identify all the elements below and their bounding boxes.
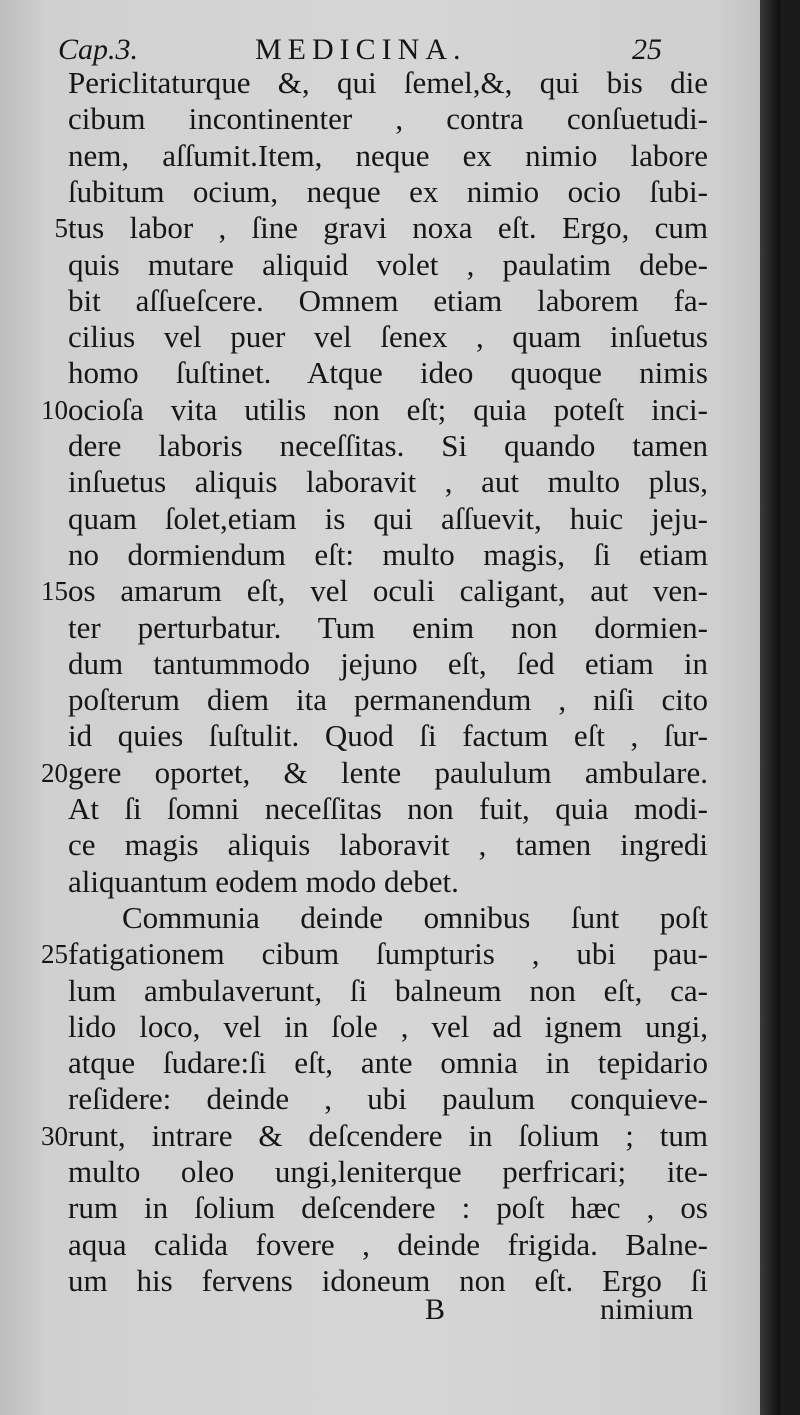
signature-mark: B xyxy=(425,1293,446,1326)
text-line xyxy=(0,393,780,427)
line-number: 25 xyxy=(41,939,68,970)
text-line xyxy=(0,1046,780,1080)
text-line xyxy=(0,865,780,899)
text-line xyxy=(0,1010,780,1044)
page-footer xyxy=(0,1292,780,1328)
text-line xyxy=(0,647,780,681)
text-line xyxy=(0,102,780,136)
line-text: quam ſolet,etiam is qui aſſuevit, huic jeju- xyxy=(68,500,708,536)
line-text: cibum incontinenter , contra conſuetudi- xyxy=(68,101,708,137)
line-text: Communia deinde omnibus ſunt poſt xyxy=(122,899,708,935)
line-number: 30 xyxy=(41,1120,68,1151)
text-line xyxy=(0,756,780,790)
text-line xyxy=(0,320,780,354)
line-text: cilius vel puer vel ſenex , quam inſuetus xyxy=(68,319,708,355)
text-line xyxy=(0,937,780,971)
text-line xyxy=(0,719,780,753)
text-line xyxy=(0,792,780,826)
line-text: Periclitaturque &, qui ſemel,&, qui bis die xyxy=(68,65,708,100)
text-line xyxy=(0,901,780,935)
text-line xyxy=(0,465,780,499)
catchword: nimium xyxy=(600,1293,694,1326)
line-text: gere oportet, & lente paululum ambulare. xyxy=(68,754,708,790)
text-line xyxy=(0,1155,780,1189)
line-number: 15 xyxy=(41,576,68,607)
line-text: id quies ſuſtulit. Quod ſi factum eſt , ſur- xyxy=(68,718,708,754)
line-text: nem, aſſumit.Item, neque ex nimio labore xyxy=(68,137,708,173)
text-line xyxy=(0,1082,780,1116)
line-text: reſidere: deinde , ubi paulum conquieve- xyxy=(68,1081,708,1117)
line-text: no dormiendum eſt: multo magis, ſi etiam xyxy=(68,536,708,572)
line-text: quis mutare aliquid volet , paulatim debe- xyxy=(68,246,708,282)
text-line xyxy=(0,1119,780,1153)
line-text: dere laboris neceſſitas. Si quando tamen xyxy=(68,428,708,463)
text-line xyxy=(0,683,780,717)
line-text: atque ſudare:ſi eſt, ante omnia in tepidario xyxy=(68,1045,708,1081)
line-text: rum in ſolium deſcendere : poſt hæc , os xyxy=(68,1190,708,1226)
text-line xyxy=(0,211,780,245)
line-text: At ſi ſomni neceſſitas non fuit, quia modi- xyxy=(68,791,708,826)
line-text: bit aſſueſcere. Omnem etiam laborem fa- xyxy=(68,282,708,318)
text-line xyxy=(0,828,780,862)
line-text: ſubitum ocium, neque ex nimio ocio ſubi- xyxy=(68,173,708,209)
line-text: runt, intrare & deſcendere in ſolium ; tum xyxy=(68,1117,708,1153)
text-line xyxy=(0,139,780,173)
text-line xyxy=(0,429,780,463)
line-text: fatigationem cibum ſumpturis , ubi pau- xyxy=(68,936,708,972)
line-text: aqua calida fovere , deinde frigida. Balne- xyxy=(68,1226,708,1262)
line-text: os amarum eſt, vel oculi caligant, aut ven- xyxy=(68,573,708,609)
text-line xyxy=(0,574,780,608)
text-line xyxy=(0,1228,780,1262)
line-text: tus labor , ſine gravi noxa eſt. Ergo, cum xyxy=(68,210,708,246)
line-text: inſuetus aliquis laboravit , aut multo plus, xyxy=(68,464,708,500)
text-line xyxy=(0,974,780,1008)
line-number: 20 xyxy=(41,757,68,788)
text-line xyxy=(0,356,780,390)
text-line xyxy=(0,538,780,572)
line-text: lum ambulaverunt, ſi balneum non eſt, ca- xyxy=(68,972,708,1008)
line-text: aliquantum eodem modo debet. xyxy=(68,863,459,899)
text-line xyxy=(0,1191,780,1225)
line-text: homo ſuſtinet. Atque ideo quoque nimis xyxy=(68,355,708,391)
chapter-label: Cap.3. xyxy=(58,33,139,66)
page-number: 25 xyxy=(632,33,662,66)
text-line xyxy=(0,175,780,209)
text-line xyxy=(0,66,780,100)
line-number: 10 xyxy=(41,394,68,425)
line-text: poſterum diem ita permanendum , niſi cito xyxy=(68,682,708,718)
line-text: um his fervens idoneum non eſt. Ergo ſi xyxy=(68,1262,708,1298)
text-line xyxy=(0,248,780,282)
line-text: ce magis aliquis laboravit , tamen ingredi xyxy=(68,827,708,863)
text-line xyxy=(0,502,780,536)
line-text: ter perturbatur. Tum enim non dormien- xyxy=(68,609,708,645)
line-text: dum tantummodo jejuno eſt, ſed etiam in xyxy=(68,645,708,681)
running-title: MEDICINA. xyxy=(255,33,467,66)
text-line xyxy=(0,611,780,645)
line-text: multo oleo ungi,leniterque perfricari; ite- xyxy=(68,1154,708,1189)
line-text: ocioſa vita utilis non eſt; quia poteſt inci- xyxy=(68,391,708,427)
text-line xyxy=(0,284,780,318)
line-number: 5 xyxy=(54,213,68,244)
line-text: lido loco, vel in ſole , vel ad ignem ungi, xyxy=(68,1008,708,1044)
